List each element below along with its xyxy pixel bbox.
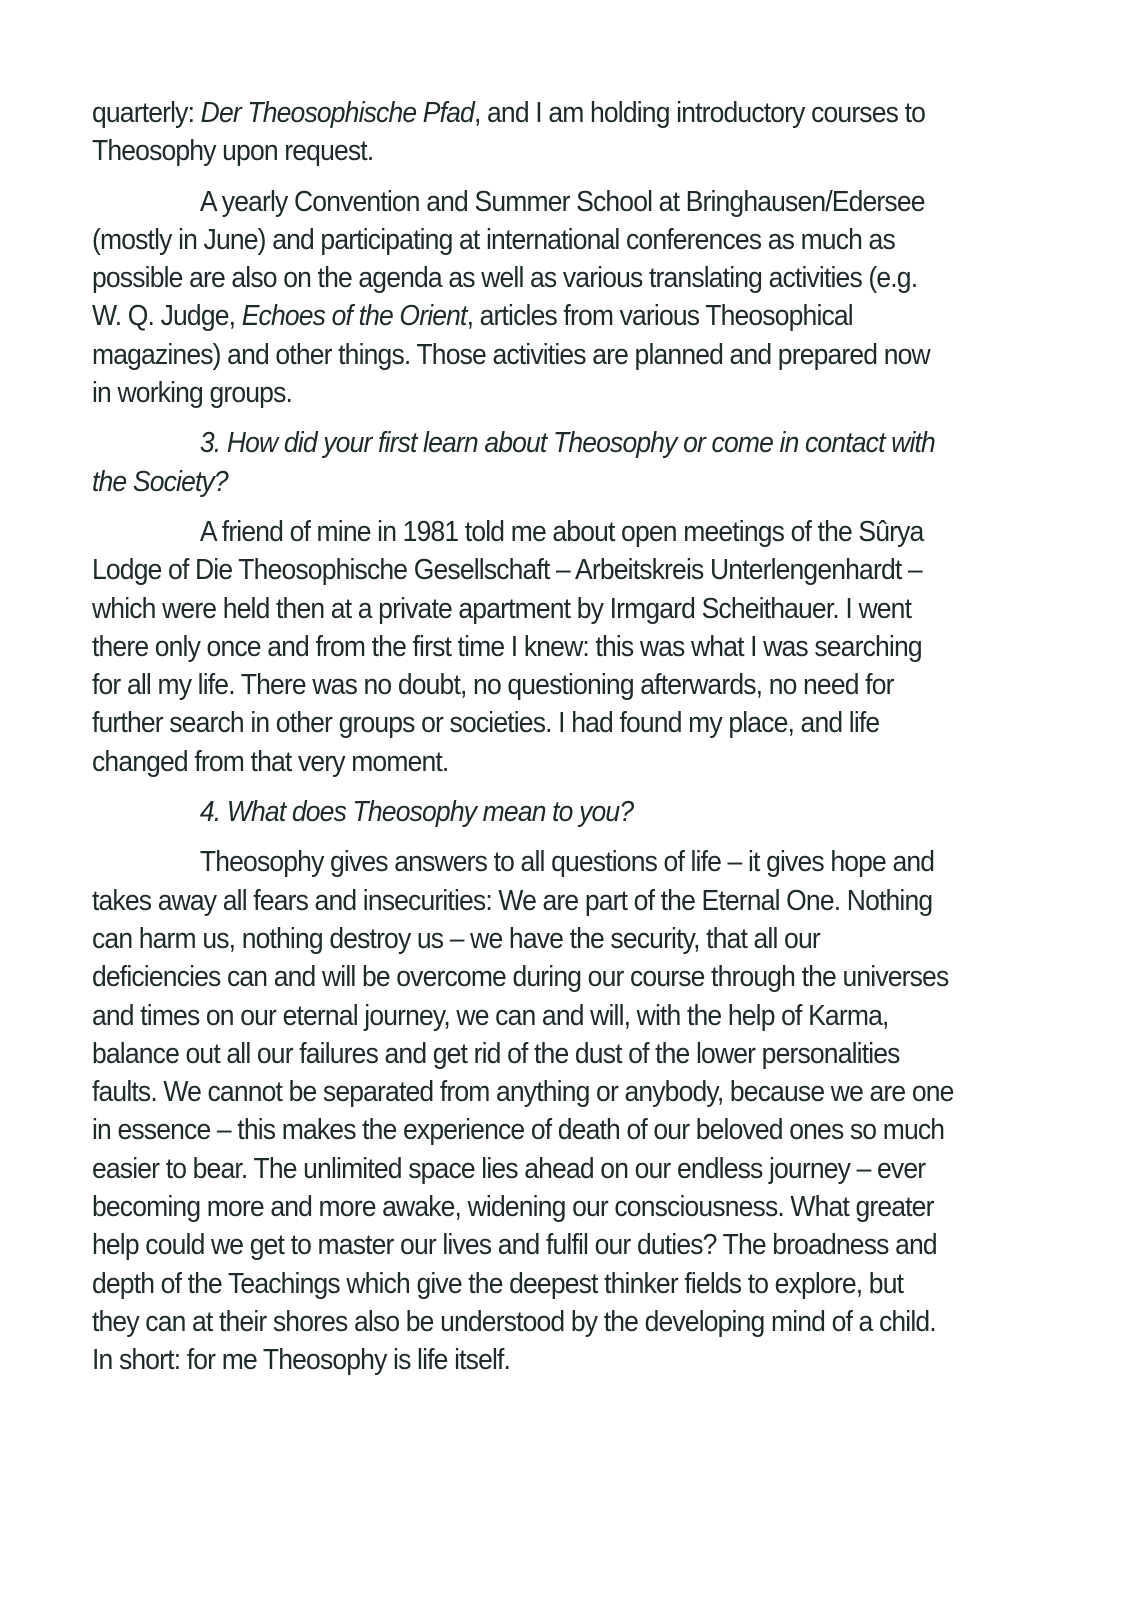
text-line: In short: for me Theosophy is life itself.: [92, 1344, 511, 1377]
text-line: in working groups.: [92, 377, 293, 410]
question-line: the Society?: [92, 465, 228, 498]
question-line: 4. What does Theosophy mean to you?: [199, 796, 634, 829]
answer-4: [92, 843, 1013, 1379]
text-line: they can at their shores also be understood by the developing mind of a child.: [92, 1305, 936, 1338]
text-line: there only once and from the first time I knew: this was what I was searching: [92, 630, 922, 663]
document-page: [92, 94, 1013, 1380]
text-line: A friend of mine in 1981 told me about open meetings of the Sûrya: [199, 515, 924, 548]
paragraph-activities-end: [92, 94, 1013, 171]
text-line: becoming more and more awake, widening our consciousness. What greater: [92, 1191, 934, 1224]
text-line: [92, 297, 1013, 335]
question-4: [92, 793, 1013, 831]
text-line: for all my life. There was no doubt, no questioning afterwards, no need for: [92, 669, 894, 702]
text-line: changed from that very moment.: [92, 745, 449, 778]
text-line: magazines) and other things. Those activities are planned and prepared now: [92, 338, 930, 371]
text-line: can harm us, nothing destroy us – we have the security, that all our: [92, 922, 820, 955]
text-line: further search in other groups or societies. I had found my place, and life: [92, 707, 880, 740]
text-run: quarterly:: [92, 97, 201, 129]
text-run: , articles from various Theosophical: [466, 300, 853, 333]
text-line: [92, 94, 1013, 132]
text-line: takes away all fears and insecurities: We are part of the Eternal One. Nothing: [92, 884, 933, 917]
publication-title: Echoes of the Orient: [241, 300, 467, 333]
text-line: possible are also on the agenda as well as various translating activities (e.g.: [92, 262, 918, 295]
text-line: depth of the Teachings which give the deepest thinker fields to explore, but: [92, 1267, 904, 1300]
text-line: deficiencies can and will be overcome during our course through the universes: [92, 961, 949, 994]
text-run: W. Q. Judge,: [92, 300, 242, 333]
text-line: help could we get to master our lives and fulfil our duties? The broadness and: [92, 1229, 937, 1262]
publication-title: Der Theosophische Pfad: [200, 97, 474, 129]
text-line: which were held then at a private apartment by Irmgard Scheithauer. I went: [92, 592, 912, 625]
text-line: and times on our eternal journey, we can and will, with the help of Karma,: [92, 999, 889, 1032]
text-line: balance out all our failures and get rid of the dust of the lower personalities: [92, 1037, 900, 1070]
text-line: faults. We cannot be separated from anything or anybody, because we are one: [92, 1076, 954, 1109]
text-line: A yearly Convention and Summer School at Bringhausen/Edersee: [199, 185, 925, 218]
text-line: easier to bear. The unlimited space lies ahead on our endless journey – ever: [92, 1152, 926, 1185]
question-3: [92, 424, 1013, 501]
question-line: 3. How did your first learn about Theosophy or come in contact with: [199, 427, 935, 460]
text-line: Theosophy gives answers to all questions of life – it gives hope and: [199, 846, 935, 879]
text-run: , and I am holding introductory courses to: [473, 97, 926, 129]
text-line: Theosophy upon request.: [92, 135, 374, 168]
answer-3: [92, 513, 1013, 781]
paragraph-convention: [92, 183, 1013, 413]
text-line: (mostly in June) and participating at international conferences as much as: [92, 223, 895, 256]
text-line: Lodge of Die Theosophische Gesellschaft – Arbeitskreis Unterlengenhardt –: [92, 554, 922, 587]
text-line: in essence – this makes the experience of death of our beloved ones so much: [92, 1114, 945, 1147]
